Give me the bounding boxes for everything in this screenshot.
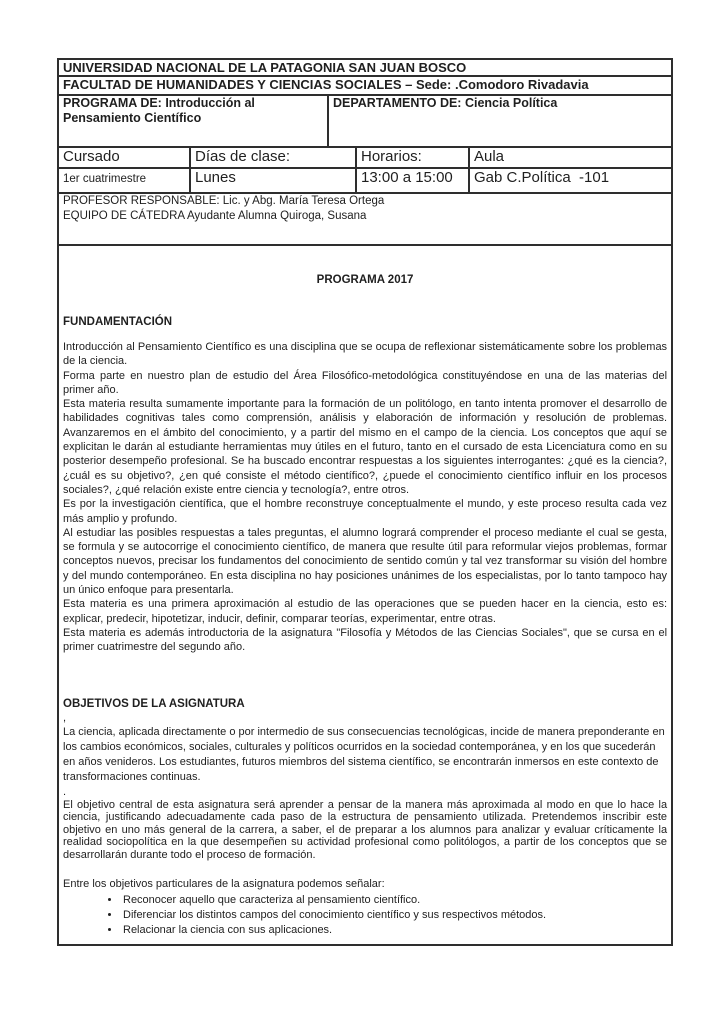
faculty-name: FACULTAD DE HUMANIDADES Y CIENCIAS SOCIALES – Sede: .Comodoro Rivadavia — [58, 76, 672, 95]
department-cell: DEPARTAMENTO DE: Ciencia Política — [328, 95, 672, 147]
program-year-title: PROGRAMA 2017 — [316, 274, 414, 286]
program-table — [57, 58, 673, 946]
fundamentacion-block — [63, 340, 667, 655]
stray-period: . — [63, 785, 67, 798]
fundamentacion-paragraph: Al estudiar las posibles respuestas a tales preguntas, el alumno logrará comprender el proceso mediante el cual se gesta, se formula y se autocorrige el conocimiento científico, de manera que resulte útil para reformular viejos problemas, formar conceptos nuevos, precisar los fundamentos del conocimiento de sentido común y tal vez transformar su visión del hombre y del mundo contemporáneo. En esta disciplina no hay posiciones unánimes de los especialistas, por lo tanto tampoco hay un único enfoque para presentarla. — [63, 526, 668, 597]
objetivos-paragraph: El objetivo central de esta asignatura será aprender a pensar de la manera más aproximada al modo en que lo hace la ciencia, justificando adecuadamente cada paso de la estructura de pensamiento utilizada. Pretendemos inscribir este objetivo en uno más general de la carrera, a saber, el de preparar a los alumnos para analizar y evaluar críticamente la realidad sociopolítica en la que desempeñen su actividad profesional como politólogos, a partir de los conceptos que se desarrollarán durante todo el proceso de formación. — [63, 798, 668, 861]
university-name: UNIVERSIDAD NACIONAL DE LA PATAGONIA SAN JUAN BOSCO — [58, 59, 672, 76]
objectives-list-intro: Entre los objetivos particulares de la asignatura podemos señalar: — [63, 878, 385, 891]
fundamentacion-paragraph: Forma parte en nuestro plan de estudio del Área Filosófico-metodológica constituyéndose en una de las materias del primer año. — [63, 369, 668, 396]
fundamentacion-paragraph: Esta materia es una primera aproximación al estudio de las operaciones que se pueden hacer en la ciencia, esto es: explicar, predecir, hipotetizar, inducir, definir, comparar teorías, experimentar, entre otras. — [63, 598, 668, 625]
fundamentacion-paragraph: Esta materia es además introductoria de la asignatura "Filosofía y Métodos de las Ciencias Sociales", que se cursa en el primer cuatrimestre del segundo año. — [63, 626, 668, 654]
team-line: EQUIPO DE CÁTEDRA Ayudante Alumna Quiroga, Susana — [63, 210, 367, 222]
fundamentacion-paragraph: Esta materia resulta sumamente importante para la formación de un politólogo, en tanto intenta promover el desarrollo de habilidades cognitivas tales como comprensión, análisis y elaboración de información y resolución de problemas. Avanzaremos en el ámbito del conocimiento, y a partir del mismo en el campo de la ciencia. Los conceptos que aquí se explicitan le darán al estudiante herramientas muy útiles en el futuro, tanto en el cursado de esta Licenciatura como en su posterior desempeño profesional. Se ha buscado encontrar respuestas a los siguientes interrogantes: ¿qué es la ciencia?, ¿cuál es su objetivo?, ¿en qué consiste el método científico?, ¿puede el conocimiento científico influir en los procesos sociales?, ¿qué relación existe entre ciencia y tecnología?, entre otros. — [63, 398, 668, 496]
objectives-list — [63, 893, 667, 937]
staff-cell — [58, 193, 672, 245]
program-title-cell: PROGRAMA DE: Introducción al Pensamiento Científico — [58, 95, 328, 147]
schedule-header-cursado: Cursado — [58, 147, 190, 168]
fundamentacion-heading: FUNDAMENTACIÓN — [63, 316, 173, 328]
fundamentacion-paragraph: Es por la investigación científica, que el hombre reconstruye conceptualmente el mundo, y este proceso resulta cada vez más amplio y profundo. — [63, 498, 668, 525]
schedule-value-dia: Lunes — [190, 168, 356, 193]
schedule-value-horario: 13:00 a 15:00 — [356, 168, 469, 193]
program-body-cell — [58, 245, 672, 945]
stray-comma: , — [63, 711, 67, 724]
schedule-value-aula: Gab C.Política -101 — [469, 168, 672, 193]
fundamentacion-paragraph: Introducción al Pensamiento Científico es una disciplina que se ocupa de reflexionar sistemáticamente sobre los problemas de la ciencia. — [63, 341, 668, 368]
objective-bullet: • Diferenciar los distintos campos del conocimiento científico y sus respectivos métodos. — [121, 908, 667, 922]
objective-bullet: • Relacionar la ciencia con sus aplicaciones. — [121, 923, 667, 937]
objective-bullet: • Reconocer aquello que caracteriza al pensamiento científico. — [121, 893, 667, 907]
schedule-header-dias: Días de clase: — [190, 147, 356, 168]
schedule-header-aula: Aula — [469, 147, 672, 168]
schedule-header-horarios: Horarios: — [356, 147, 469, 168]
objetivos-paragraph: La ciencia, aplicada directamente o por intermedio de sus consecuencias tecnológicas, incide de manera preponderante en los cambios económicos, sociales, culturales y políticos ocurridos en la sociedad contemporánea, y en los que sucederán en años venideros. Los estudiantes, futuros miembros del sistema científico, se encontrarán inmersos en este contexto de transformaciones continuas. — [63, 725, 665, 783]
objetivos-heading: OBJETIVOS DE LA ASIGNATURA — [63, 697, 245, 710]
professor-line: PROFESOR RESPONSABLE: Lic. y Abg. María Teresa Ortega — [63, 195, 385, 207]
schedule-value-cuatrimestre: 1er cuatrimestre — [58, 168, 190, 193]
